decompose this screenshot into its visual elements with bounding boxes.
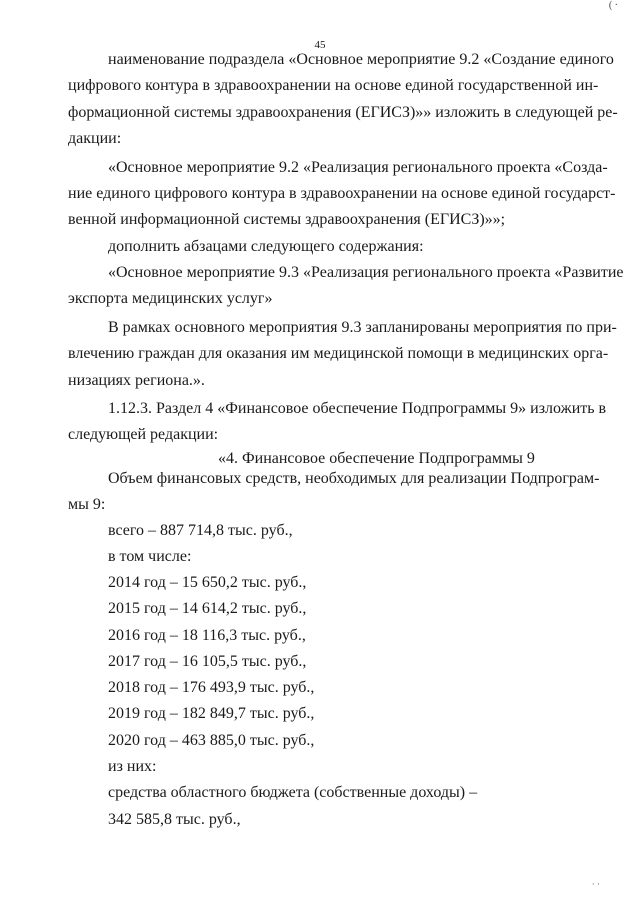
page-number: 45: [314, 39, 326, 51]
text-line: наименование подраздела «Основное мероприятие 9.2 «Создание единого: [108, 51, 614, 68]
text-line: «Основное мероприятие 9.3 «Реализация регионального проекта «Развитие: [108, 264, 624, 281]
text-line: В рамках основного мероприятия 9.3 запланированы мероприятия по при-: [108, 319, 617, 336]
year-amount: 2019 год – 182 849,7 тыс. руб.,: [108, 705, 315, 722]
text-line: следующей редакции:: [68, 426, 219, 443]
year-amount: 2018 год – 176 493,9 тыс. руб.,: [108, 679, 315, 696]
year-amount: 2017 год – 16 105,5 тыс. руб.,: [108, 653, 307, 670]
regional-amount: 342 585,8 тыс. руб.,: [108, 811, 241, 828]
text-line: дополнить абзацами следующего содержания:: [108, 238, 424, 255]
total-amount: всего – 887 714,8 тыс. руб.,: [108, 522, 293, 539]
text-line: экспорта медицинских услуг»: [68, 290, 273, 307]
text-line: в том числе:: [108, 548, 192, 565]
text-line: 1.12.3. Раздел 4 «Финансовое обеспечение Подпрограммы 9» изложить в: [108, 400, 607, 417]
text-line: низациях региона.».: [68, 372, 205, 389]
year-amount: 2014 год – 15 650,2 тыс. руб.,: [108, 574, 307, 591]
text-line: из них:: [108, 758, 157, 775]
text-line: «Основное мероприятие 9.2 «Реализация регионального проекта «Созда-: [108, 159, 608, 176]
text-line: средства областного бюджета (собственные доходы) –: [108, 784, 478, 801]
text-line: ние единого цифрового контура в здравоохранении на основе единой государст-: [68, 185, 616, 202]
year-amount: 2016 год – 18 116,3 тыс. руб.,: [108, 627, 306, 644]
text-line: мы 9:: [68, 496, 106, 513]
text-line: венной информационной системы здравоохранения (ЕГИСЗ)»»;: [68, 211, 506, 228]
text-line: влечению граждан для оказания им медицинской помощи в медицинских орга-: [68, 345, 609, 362]
bottom-mark: · ·: [591, 879, 600, 889]
text-line: формационной системы здравоохранения (ЕГИСЗ)»» изложить в следующей ре-: [68, 104, 618, 121]
year-amount: 2015 год – 14 614,2 тыс. руб.,: [108, 600, 307, 617]
section-heading: «4. Финансовое обеспечение Подпрограммы 9: [218, 450, 535, 467]
corner-mark: ( ·: [608, 0, 618, 11]
text-line: дакции:: [68, 130, 122, 147]
year-amount: 2020 год – 463 885,0 тыс. руб.,: [108, 732, 315, 749]
text-line: цифрового контура в здравоохранении на основе единой государственной ин-: [68, 77, 599, 94]
text-line: Объем финансовых средств, необходимых для реализации Подпрограм-: [108, 470, 600, 487]
